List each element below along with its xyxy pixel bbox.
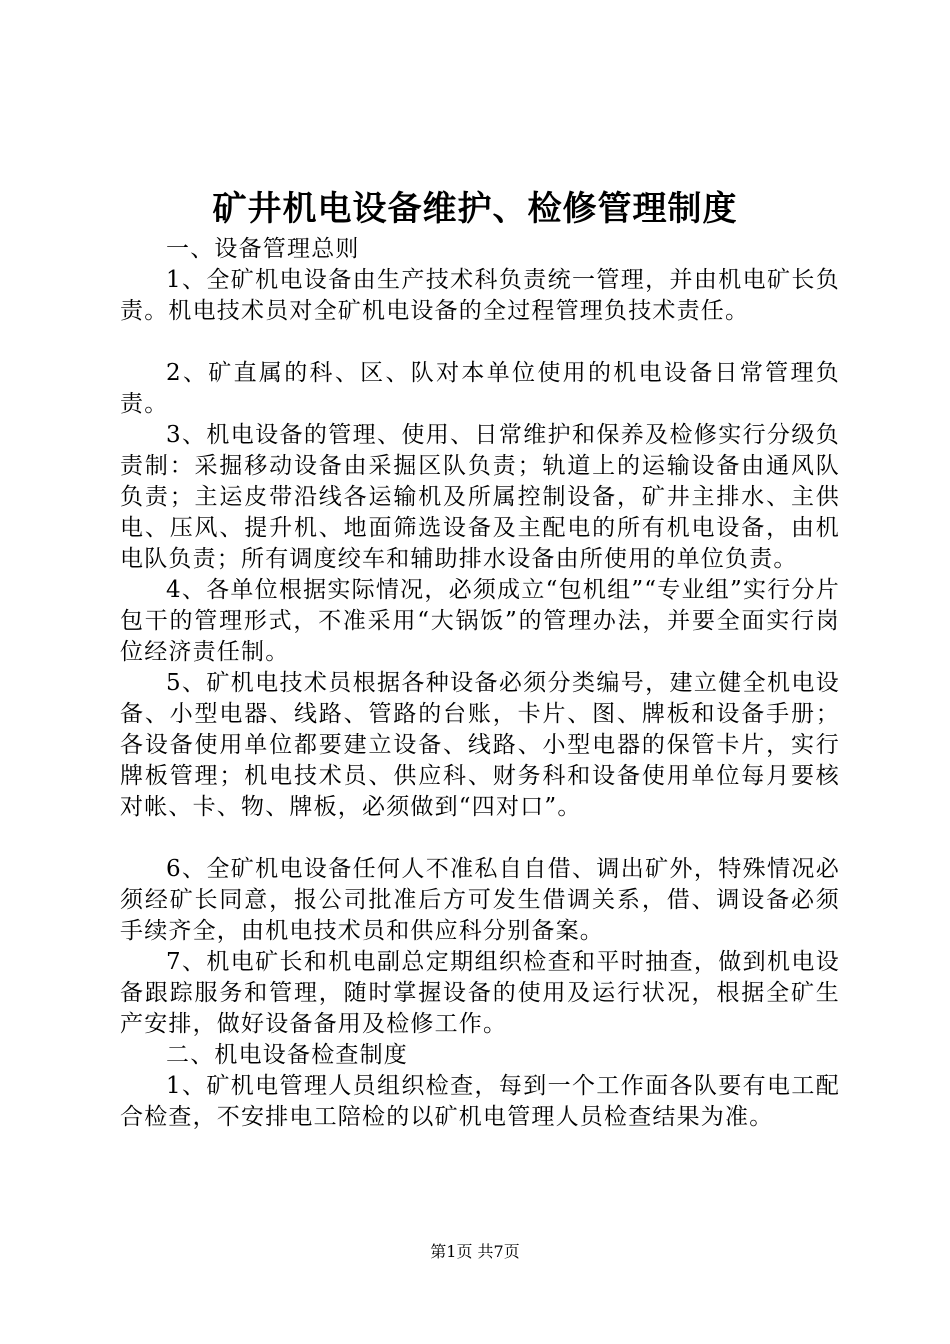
paragraph-1-3: 3、机电设备的管理、使用、日常维护和保养及检修实行分级负责制：采掘移动设备由采掘区队负责；轨道上的运输设备由通风队负责；主运皮带沿线各运输机及所属控制设备，矿井主排水、主供电、压风、提升机、地面筛选设备及主配电的所有机电设备，由机电队负责；所有调度绞车和辅助排水设备由所使用的单位负责。	[120, 422, 840, 572]
paragraph-1-2: 2、矿直属的科、区、队对本单位使用的机电设备日常管理负责。	[120, 360, 840, 417]
section-heading-general-rules: 一、设备管理总则	[166, 236, 360, 262]
page-number: 第1页 共7页	[430, 1242, 520, 1261]
section-heading-inspection: 二、机电设备检查制度	[166, 1042, 408, 1068]
paragraph-1-7: 7、机电矿长和机电副总定期组织检查和平时抽查，做到机电设备跟踪服务和管理，随时掌握设备的使用及运行状况，根据全矿生产安排，做好设备备用及检修工作。	[120, 949, 840, 1037]
paragraph-1-1: 1、全矿机电设备由生产技术科负责统一管理，并由机电矿长负责。机电技术员对全矿机电设备的全过程管理负技术责任。	[120, 267, 840, 324]
paragraph-1-4: 4、各单位根据实际情况，必须成立“包机组”“专业组”实行分片包干的管理形式，不准采用“大锅饭”的管理办法，并要全面实行岗位经济责任制。	[120, 577, 840, 665]
paragraph-1-5: 5、矿机电技术员根据各种设备必须分类编号，建立健全机电设备、小型电器、线路、管路的台账，卡片、图、牌板和设备手册；各设备使用单位都要建立设备、线路、小型电器的保管卡片，实行牌板管理；机电技术员、供应科、财务科和设备使用单位每月要核对帐、卡、物、牌板，必须做到“四对口”。	[120, 670, 840, 820]
paragraph-1-6: 6、全矿机电设备任何人不准私自自借、调出矿外，特殊情况必须经矿长同意，报公司批准后方可发生借调关系，借、调设备必须手续齐全，由机电技术员和供应科分别备案。	[120, 856, 840, 944]
paragraph-2-1: 1、矿机电管理人员组织检查，每到一个工作面各队要有电工配合检查，不安排电工陪检的以矿机电管理人员检查结果为准。	[120, 1073, 840, 1130]
document-body	[120, 234, 840, 1133]
document-title: 矿井机电设备维护、检修管理制度	[212, 189, 738, 229]
